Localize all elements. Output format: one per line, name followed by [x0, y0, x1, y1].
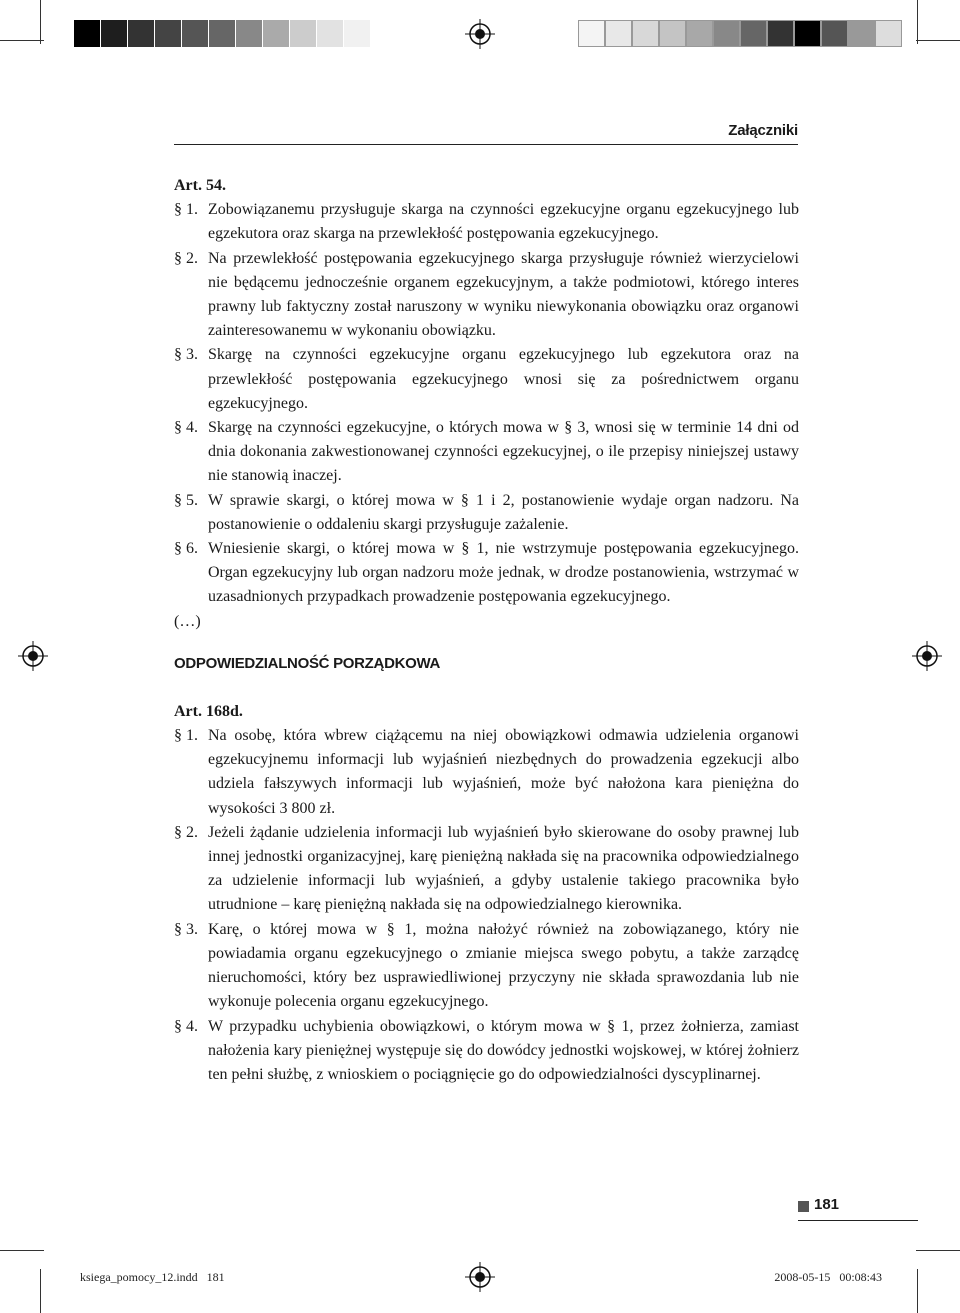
paragraph-text: Skargę na czynności egzekucyjne organu egzekucyjnego lub egzekutora oraz na przewlekłość postępowania egzekucyjnego wnosi się za pośrednictwem organu egzekucyjnego.: [208, 346, 799, 412]
paragraph-text: Karę, o której mowa w § 1, można nałożyć również na zobowiązanego, który nie powiadamia organu egzekucyjnego o zmianie miejsca swego pobytu, a także zarządcę nieruchomości, który bez usprawiedliwionej przyczyny nie składa sprawozdania lub nie wykonuje polecenia organu egzekucyjnego.: [208, 920, 799, 1011]
article-168d-title: Art. 168d.: [174, 702, 243, 720]
running-header-title: Załączniki: [728, 122, 798, 139]
color-bar-light: [578, 20, 902, 47]
paragraph-text: Zobowiązanemu przysługuje skarga na czynności egzekucyjne organu egzekucyjnego lub egzekutora oraz skarga na przewlekłość postępowania egzekucyjnego.: [208, 201, 799, 243]
paragraph-number: § 6.: [174, 540, 198, 558]
paragraph-number: § 2.: [174, 823, 198, 841]
paragraph-text: Jeżeli żądanie udzielenia informacji lub wyjaśnień było skierowane do osoby prawnej lub innej jednostki organizacyjnej, karę pieniężną nakłada się na pracownika odpowiedzialnego za udzielenie informacji lub wyjaśnień, a gdyby ustalenie takiego pracownika było utrudnione – karę pieniężną nakłada się na odpowiedzialnego kierownika.: [208, 823, 799, 914]
crop-mark-bottom-right-h: [916, 1250, 960, 1251]
paragraph-number: § 1.: [174, 727, 198, 745]
article-54-paragraph-3: [174, 343, 799, 416]
paragraph-text: Na przewlekłość postępowania egzekucyjnego skarga przysługuje również wierzycielowi nie będącemu jednocześnie organem egzekucyjnym, a także podmiotowi, którego interes prawny lub faktyczny został naruszony w wyniku niewykonania obowiązku oraz organowi zainteresowanemu w wykonaniu obowiązku.: [208, 249, 799, 340]
paragraph-number: § 1.: [174, 201, 198, 219]
registration-mark-bottom-icon: [465, 1262, 495, 1292]
crop-mark-bottom-left-v: [40, 1269, 41, 1313]
paragraph-number: § 4.: [174, 419, 198, 437]
slug-timestamp: 2008-05-15 00:08:43: [774, 1270, 882, 1284]
article-168d-paragraph-4: [174, 1015, 799, 1088]
article-54-paragraph-4: [174, 416, 799, 489]
crop-mark-top-left-h: [0, 40, 44, 41]
article-54-title: Art. 54.: [174, 177, 226, 194]
page-folio: [798, 1196, 918, 1221]
paragraph-text: W sprawie skargi, o której mowa w § 1 i 2, postanowienie wydaje organ nadzoru. Na postanowienie o oddaleniu skargi przysługuje zażalenie.: [208, 491, 799, 533]
article-168d-paragraph-2: [174, 821, 799, 918]
paragraph-number: § 3.: [174, 920, 198, 938]
folio-square-icon: [798, 1201, 809, 1212]
crop-mark-top-right-h: [916, 40, 960, 41]
registration-mark-right-icon: [912, 641, 942, 671]
article-168d-paragraph-1: [174, 724, 799, 821]
paragraph-text: W przypadku uchybienia obowiązkowi, o którym mowa w § 1, przez żołnierza, zamiast nałożenia kary pieniężnej występuje się do dowódcy jednostki wojskowej, w której żołnierz ten pełni służbę, z wnioskiem o pociągnięcie go do odpowiedzialności dyscyplinarnej.: [208, 1017, 799, 1083]
article-54-paragraph-1: [174, 198, 799, 246]
crop-mark-bottom-left-h: [0, 1250, 44, 1251]
paragraph-number: § 4.: [174, 1017, 198, 1035]
section-heading: ODPOWIEDZIALNOŚĆ PORZĄDKOWA: [174, 654, 441, 672]
page-body: [174, 174, 799, 1087]
omission-ellipsis: (…): [174, 612, 201, 630]
page-number: 181: [814, 1196, 840, 1213]
running-header: [174, 122, 798, 145]
registration-mark-left-icon: [18, 641, 48, 671]
article-54-paragraph-2: [174, 247, 799, 344]
article-54-paragraph-5: [174, 489, 799, 537]
paragraph-text: Wniesienie skargi, o której mowa w § 1, nie wstrzymuje postępowania egzekucyjnego. Organ egzekucyjny lub organ nadzoru może jednak, w drodze postanowienia, wstrzymać w uzasadnionych przypadkach prowadzenie postępowania egzekucyjnego.: [208, 540, 799, 606]
article-168d-paragraph-3: [174, 918, 799, 1015]
paragraph-text: Na osobę, która wbrew ciążącemu na niej obowiązkowi odmawia udzielenia organowi egzekucyjnemu informacji lub wyjaśnień niezbędnych do prowadzenia egzekucji albo udziela fałszywych informacji lub wyjaśnień, może być nałożona kara pieniężna do wysokości 3 800 zł.: [208, 727, 799, 817]
paragraph-text: Skargę na czynności egzekucyjne, o których mowa w § 3, wnosi się w terminie 14 dni od dnia dokonania zakwestionowanej czynności egzekucyjnej, o ile przepisy niniejszej ustawy nie stanowią inaczej.: [208, 419, 799, 485]
spacer: [174, 676, 799, 700]
color-bar-dark: [74, 20, 371, 47]
paragraph-number: § 2.: [174, 249, 198, 267]
registration-mark-top-icon: [465, 19, 495, 49]
article-54-paragraph-6: [174, 537, 799, 610]
slug-file-name: ksiega_pomocy_12.indd 181: [80, 1270, 225, 1284]
crop-mark-bottom-right-v: [917, 1269, 918, 1313]
paragraph-number: § 5.: [174, 491, 198, 509]
crop-mark-top-right-v: [917, 0, 918, 44]
crop-mark-top-left-v: [40, 0, 41, 44]
paragraph-number: § 3.: [174, 346, 198, 364]
